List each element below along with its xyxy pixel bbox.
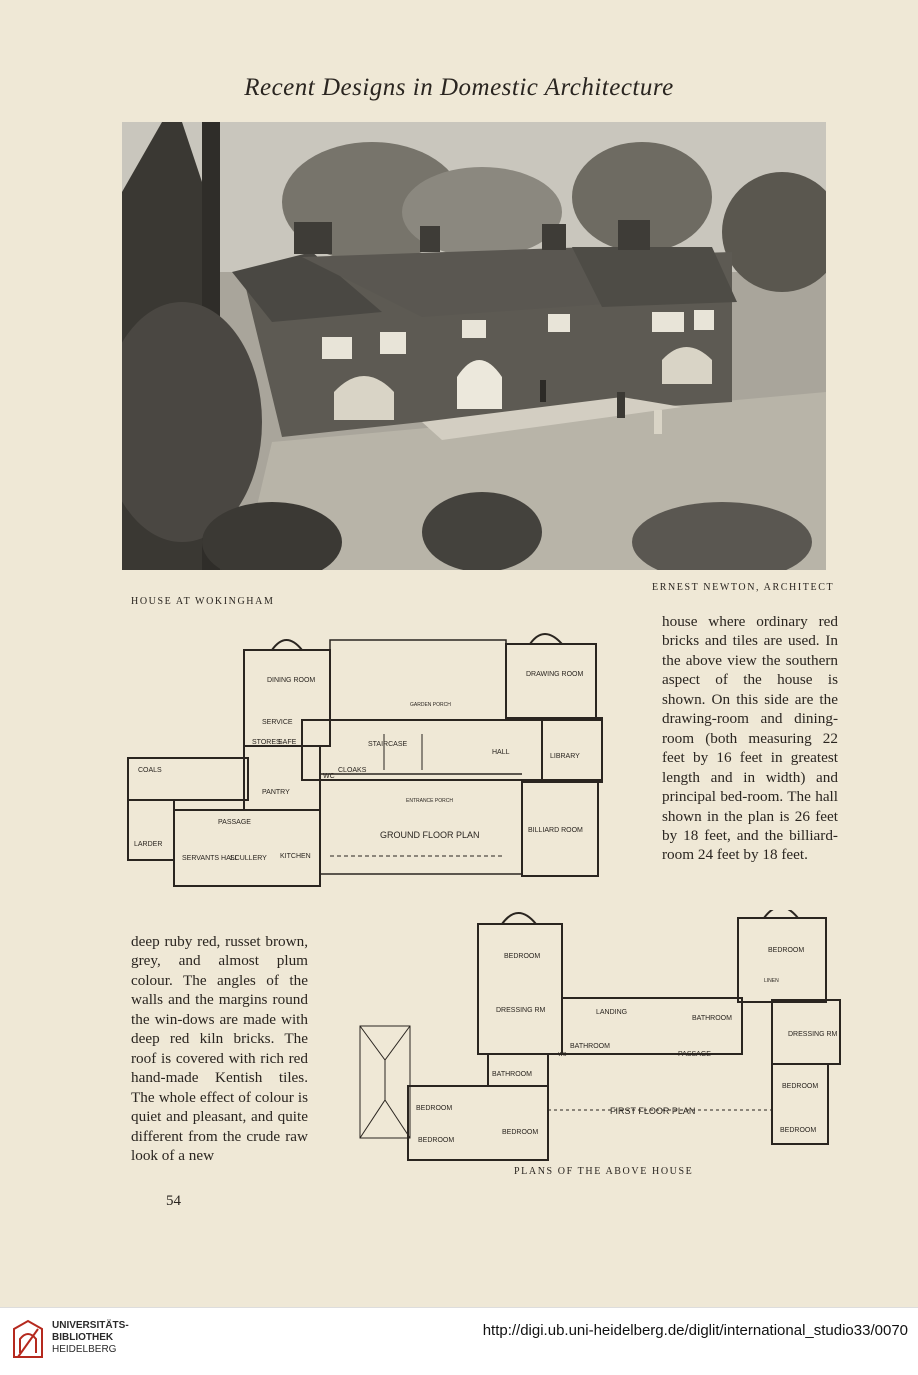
library-name-line-2: BIBLIOTHEK bbox=[52, 1332, 114, 1343]
label-entrance-porch: ENTRANCE PORCH bbox=[406, 798, 453, 804]
label-bedroom-1: BEDROOM bbox=[504, 953, 541, 960]
running-title: Recent Designs in Domestic Architecture bbox=[244, 74, 674, 101]
label-kitchen: KITCHEN bbox=[280, 853, 311, 860]
source-url-link[interactable]: http://digi.ub.uni-heidelberg.de/diglit/international_studio33/0070 bbox=[482, 1322, 908, 1339]
library-logo-icon[interactable] bbox=[10, 1319, 46, 1365]
illustration-caption: HOUSE AT WOKINGHAM bbox=[131, 596, 275, 607]
ground-floor-plan-title: GROUND FLOOR PLAN bbox=[380, 830, 480, 840]
architect-credit: ERNEST NEWTON, ARCHITECT bbox=[652, 582, 835, 593]
label-service: SERVICE bbox=[262, 719, 293, 726]
label-safe: SAFE bbox=[278, 739, 297, 746]
label-bathroom-1: BATHROOM bbox=[692, 1015, 732, 1022]
label-passage: PASSAGE bbox=[678, 1051, 711, 1058]
label-linen: LINEN bbox=[764, 978, 779, 984]
label-scullery: SCULLERY bbox=[230, 855, 267, 862]
label-wc: WC bbox=[558, 1052, 567, 1058]
label-cloaks: CLOAKS bbox=[338, 767, 367, 774]
page-number: 54 bbox=[166, 1193, 181, 1209]
label-pantry: PANTRY bbox=[262, 789, 290, 796]
label-garden-porch: GARDEN PORCH bbox=[410, 702, 451, 708]
library-name bbox=[52, 1320, 129, 1356]
digitization-footer bbox=[0, 1307, 918, 1375]
label-wc: WC bbox=[323, 773, 335, 780]
label-landing: LANDING bbox=[596, 1009, 628, 1016]
label-hall: HALL bbox=[492, 749, 510, 756]
label-passage: PASSAGE bbox=[218, 819, 251, 826]
label-billiard-room: BILLIARD ROOM bbox=[528, 827, 583, 834]
label-bedroom-7: BEDROOM bbox=[502, 1129, 539, 1136]
label-staircase: STAIRCASE bbox=[368, 741, 408, 748]
plans-caption: PLANS OF THE ABOVE HOUSE bbox=[514, 1166, 694, 1177]
label-larder: LARDER bbox=[134, 841, 163, 848]
body-text-right-column: house where ordinary red bricks and tiles are used. In the above view the southern aspect of the house is shown. On this side are the drawing-room and dining-room (both measuring 22 feet by 16 feet in greatest length and in width) and principal bed-room. The hall shown in the plan is 26 feet by 18 feet, and the billiard-room 24 feet by 18 feet. bbox=[662, 613, 838, 864]
first-floor-plan bbox=[352, 910, 846, 1168]
label-library: LIBRARY bbox=[550, 753, 580, 760]
label-dressing-rm-1: DRESSING RM bbox=[496, 1007, 546, 1014]
label-coals: COALS bbox=[138, 767, 162, 774]
first-floor-plan-title: FIRST FLOOR PLAN bbox=[610, 1106, 696, 1116]
label-bedroom-2: BEDROOM bbox=[768, 947, 805, 954]
label-bedroom-4: BEDROOM bbox=[780, 1127, 817, 1134]
library-name-line-3: HEIDELBERG bbox=[52, 1344, 117, 1355]
label-stores: STORES bbox=[252, 739, 281, 746]
label-bedroom-6: BEDROOM bbox=[418, 1137, 455, 1144]
ground-floor-plan bbox=[122, 624, 622, 890]
label-bathroom-3: BATHROOM bbox=[492, 1071, 532, 1078]
label-servants-hall: SERVANTS HALL bbox=[182, 855, 239, 862]
house-illustration bbox=[122, 122, 826, 570]
label-bedroom-5: BEDROOM bbox=[416, 1105, 453, 1112]
label-drawing-room: DRAWING ROOM bbox=[526, 671, 584, 678]
library-name-line-1: UNIVERSITÄTS- bbox=[52, 1320, 129, 1331]
label-bathroom-2: BATHROOM bbox=[570, 1043, 610, 1050]
label-dressing-rm-2: DRESSING RM bbox=[788, 1031, 838, 1038]
body-text-left-column: deep ruby red, russet brown, grey, and almost plum colour. The angles of the walls and the margins round the win-dows are made with deep red kiln bricks. The roof is covered with rich red hand-made Kentish tiles. The whole effect of colour is quiet and pleasant, and quite different from the crude raw look of a new bbox=[131, 933, 308, 1164]
label-dining-room: DINING ROOM bbox=[267, 677, 316, 684]
label-bedroom-3: BEDROOM bbox=[782, 1083, 819, 1090]
